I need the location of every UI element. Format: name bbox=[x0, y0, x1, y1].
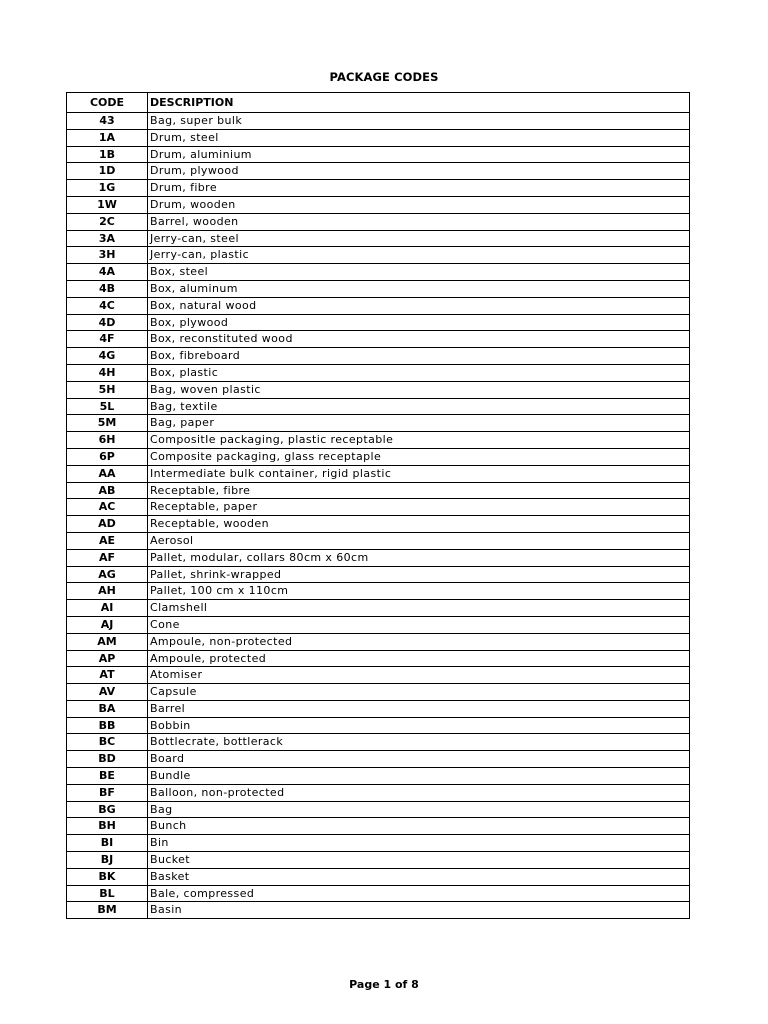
table-row bbox=[67, 364, 690, 381]
description-cell: Box, plastic bbox=[148, 364, 690, 381]
code-cell: 5L bbox=[67, 398, 148, 415]
table-row bbox=[67, 801, 690, 818]
description-cell: Bag bbox=[148, 801, 690, 818]
description-cell: Box, fibreboard bbox=[148, 348, 690, 365]
description-cell: Bucket bbox=[148, 852, 690, 869]
code-cell: BF bbox=[67, 784, 148, 801]
description-cell: Box, natural wood bbox=[148, 297, 690, 314]
description-cell: Bin bbox=[148, 835, 690, 852]
description-cell: CompositIe packaging, plastic receptable bbox=[148, 432, 690, 449]
table-row bbox=[67, 297, 690, 314]
code-cell: BD bbox=[67, 751, 148, 768]
code-cell: BL bbox=[67, 885, 148, 902]
code-cell: AV bbox=[67, 684, 148, 701]
table-row bbox=[67, 465, 690, 482]
page-title: PACKAGE CODES bbox=[329, 70, 439, 84]
code-cell: 2C bbox=[67, 213, 148, 230]
code-cell: BG bbox=[67, 801, 148, 818]
table-row bbox=[67, 566, 690, 583]
code-cell: 4D bbox=[67, 314, 148, 331]
code-cell: 1W bbox=[67, 196, 148, 213]
code-cell: 4H bbox=[67, 364, 148, 381]
description-cell: Clamshell bbox=[148, 600, 690, 617]
code-cell: AA bbox=[67, 465, 148, 482]
description-cell: Drum, fibre bbox=[148, 180, 690, 197]
code-cell: 43 bbox=[67, 113, 148, 130]
table-row bbox=[67, 600, 690, 617]
code-cell: AG bbox=[67, 566, 148, 583]
code-cell: 5M bbox=[67, 415, 148, 432]
table-row bbox=[67, 113, 690, 130]
code-cell: BM bbox=[67, 902, 148, 919]
table-row bbox=[67, 398, 690, 415]
table-row bbox=[67, 264, 690, 281]
code-cell: AM bbox=[67, 633, 148, 650]
table-header bbox=[67, 93, 690, 113]
description-cell: Box, reconstituted wood bbox=[148, 331, 690, 348]
table-row bbox=[67, 633, 690, 650]
code-cell: 4C bbox=[67, 297, 148, 314]
description-cell: Jerry-can, steel bbox=[148, 230, 690, 247]
table-row bbox=[67, 818, 690, 835]
description-cell: Ampoule, non-protected bbox=[148, 633, 690, 650]
code-cell: AP bbox=[67, 650, 148, 667]
table-row bbox=[67, 482, 690, 499]
description-cell: Barrel, wooden bbox=[148, 213, 690, 230]
table-row bbox=[67, 146, 690, 163]
table-body bbox=[67, 113, 690, 919]
table-row bbox=[67, 314, 690, 331]
code-cell: AC bbox=[67, 499, 148, 516]
table-row bbox=[67, 852, 690, 869]
description-cell: Pallet, modular, collars 80cm x 60cm bbox=[148, 549, 690, 566]
header-code: CODE bbox=[67, 93, 148, 113]
description-cell: Balloon, non-protected bbox=[148, 784, 690, 801]
table-row bbox=[67, 381, 690, 398]
header-description: DESCRIPTION bbox=[148, 93, 690, 113]
table-row bbox=[67, 348, 690, 365]
header-row bbox=[67, 93, 690, 113]
table-row bbox=[67, 432, 690, 449]
description-cell: Bundle bbox=[148, 768, 690, 785]
description-cell: Basket bbox=[148, 868, 690, 885]
code-cell: BI bbox=[67, 835, 148, 852]
code-cell: AB bbox=[67, 482, 148, 499]
description-cell: Bag, paper bbox=[148, 415, 690, 432]
code-cell: BJ bbox=[67, 852, 148, 869]
code-cell: 3H bbox=[67, 247, 148, 264]
table-row bbox=[67, 717, 690, 734]
description-cell: Bag, super bulk bbox=[148, 113, 690, 130]
description-cell: Box, plywood bbox=[148, 314, 690, 331]
table-row bbox=[67, 331, 690, 348]
description-cell: Receptable, fibre bbox=[148, 482, 690, 499]
description-cell: Pallet, shrink-wrapped bbox=[148, 566, 690, 583]
description-cell: Barrel bbox=[148, 700, 690, 717]
table-row bbox=[67, 415, 690, 432]
table-row bbox=[67, 180, 690, 197]
description-cell: Drum, aluminium bbox=[148, 146, 690, 163]
package-codes-table bbox=[66, 92, 690, 919]
description-cell: Intermediate bulk container, rigid plastic bbox=[148, 465, 690, 482]
table-row bbox=[67, 499, 690, 516]
table-row bbox=[67, 129, 690, 146]
code-cell: 4A bbox=[67, 264, 148, 281]
code-cell: 6H bbox=[67, 432, 148, 449]
table-row bbox=[67, 583, 690, 600]
description-cell: Capsule bbox=[148, 684, 690, 701]
description-cell: Bag, textile bbox=[148, 398, 690, 415]
description-cell: Composite packaging, glass receptaple bbox=[148, 448, 690, 465]
code-cell: 1A bbox=[67, 129, 148, 146]
code-cell: 5H bbox=[67, 381, 148, 398]
description-cell: Drum, plywood bbox=[148, 163, 690, 180]
code-cell: 6P bbox=[67, 448, 148, 465]
table-row bbox=[67, 532, 690, 549]
table-row bbox=[67, 902, 690, 919]
description-cell: Receptable, wooden bbox=[148, 516, 690, 533]
description-cell: Bobbin bbox=[148, 717, 690, 734]
table-row bbox=[67, 667, 690, 684]
code-cell: 4G bbox=[67, 348, 148, 365]
table-row bbox=[67, 784, 690, 801]
description-cell: Board bbox=[148, 751, 690, 768]
table-row bbox=[67, 213, 690, 230]
code-cell: AH bbox=[67, 583, 148, 600]
code-cell: BE bbox=[67, 768, 148, 785]
table-row bbox=[67, 163, 690, 180]
code-cell: 3A bbox=[67, 230, 148, 247]
description-cell: Aerosol bbox=[148, 532, 690, 549]
description-cell: Ampoule, protected bbox=[148, 650, 690, 667]
table-row bbox=[67, 247, 690, 264]
page-number: Page 1 of 8 bbox=[349, 978, 419, 991]
table-row bbox=[67, 885, 690, 902]
description-cell: Box, aluminum bbox=[148, 280, 690, 297]
code-cell: 4F bbox=[67, 331, 148, 348]
code-cell: AF bbox=[67, 549, 148, 566]
table-row bbox=[67, 280, 690, 297]
description-cell: Bottlecrate, bottlerack bbox=[148, 734, 690, 751]
description-cell: Bale, compressed bbox=[148, 885, 690, 902]
table-row bbox=[67, 768, 690, 785]
table-row bbox=[67, 650, 690, 667]
code-cell: 1G bbox=[67, 180, 148, 197]
table-row bbox=[67, 549, 690, 566]
code-cell: AJ bbox=[67, 616, 148, 633]
description-cell: Bag, woven plastic bbox=[148, 381, 690, 398]
table-row bbox=[67, 751, 690, 768]
table-row bbox=[67, 448, 690, 465]
code-cell: BK bbox=[67, 868, 148, 885]
code-cell: AD bbox=[67, 516, 148, 533]
code-cell: BC bbox=[67, 734, 148, 751]
table-row bbox=[67, 684, 690, 701]
code-cell: 1D bbox=[67, 163, 148, 180]
code-cell: 1B bbox=[67, 146, 148, 163]
description-cell: Receptable, paper bbox=[148, 499, 690, 516]
table-row bbox=[67, 734, 690, 751]
table-row bbox=[67, 516, 690, 533]
table-row bbox=[67, 616, 690, 633]
description-cell: Atomiser bbox=[148, 667, 690, 684]
description-cell: Box, steel bbox=[148, 264, 690, 281]
description-cell: Jerry-can, plastic bbox=[148, 247, 690, 264]
description-cell: Drum, wooden bbox=[148, 196, 690, 213]
code-cell: AT bbox=[67, 667, 148, 684]
code-cell: BA bbox=[67, 700, 148, 717]
description-cell: Pallet, 100 cm x 110cm bbox=[148, 583, 690, 600]
description-cell: Bunch bbox=[148, 818, 690, 835]
code-cell: 4B bbox=[67, 280, 148, 297]
description-cell: Cone bbox=[148, 616, 690, 633]
table-row bbox=[67, 868, 690, 885]
description-cell: Drum, steel bbox=[148, 129, 690, 146]
code-cell: AE bbox=[67, 532, 148, 549]
table-row bbox=[67, 230, 690, 247]
table-row bbox=[67, 835, 690, 852]
code-cell: BB bbox=[67, 717, 148, 734]
code-cell: AI bbox=[67, 600, 148, 617]
description-cell: Basin bbox=[148, 902, 690, 919]
table-row bbox=[67, 700, 690, 717]
code-cell: BH bbox=[67, 818, 148, 835]
table-row bbox=[67, 196, 690, 213]
